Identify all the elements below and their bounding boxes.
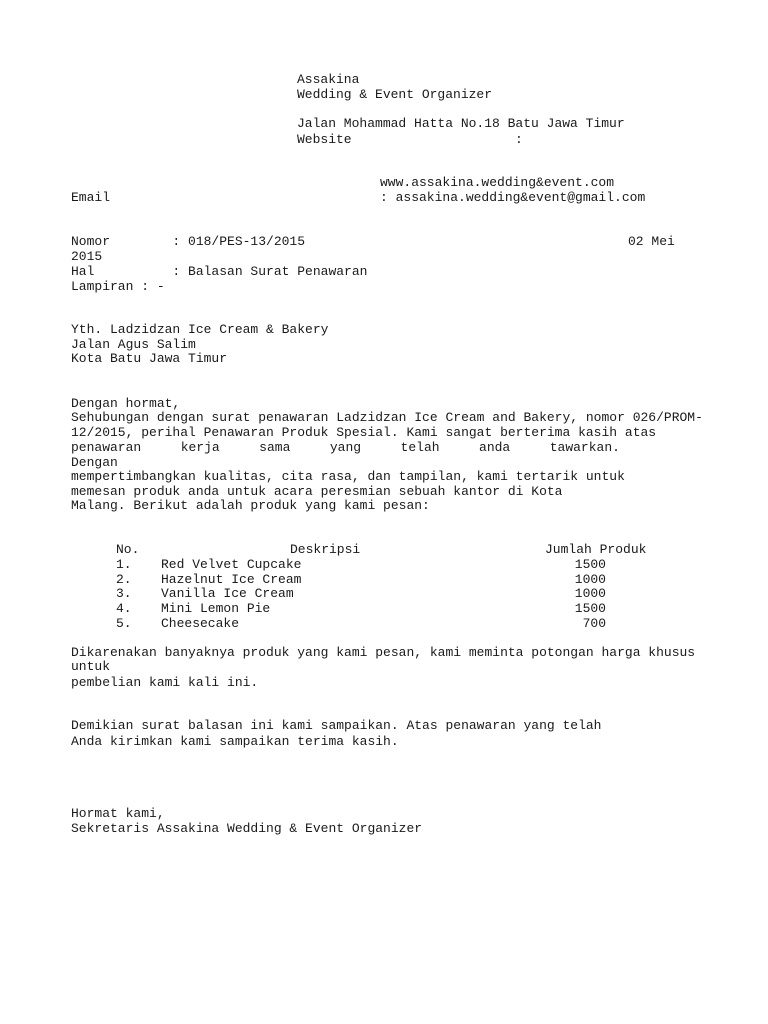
website-colon: : xyxy=(515,132,523,147)
table-cell-description: Hazelnut Ice Cream xyxy=(161,572,302,587)
paragraph-1-line: mempertimbangkan kualitas, cita rasa, dan tampilan, kami tertarik untuk xyxy=(71,469,625,484)
signer: Sekretaris Assakina Wedding & Event Organizer xyxy=(71,821,423,836)
word: sama xyxy=(259,440,291,455)
letterhead-address: Jalan Mohammad Hatta No.18 Batu Jawa Timur xyxy=(297,116,625,131)
table-cell-no: 5. xyxy=(116,616,132,631)
letter-date-year: 2015 xyxy=(71,249,103,264)
signoff: Hormat kami, xyxy=(71,806,165,821)
greeting: Dengan hormat, xyxy=(71,396,181,411)
email-value: : assakina.wedding&event@gmail.com xyxy=(380,190,646,205)
table-cell-no: 2. xyxy=(116,572,132,587)
table-cell-quantity: 1500 xyxy=(574,557,606,572)
paragraph-3-line: Demikian surat balasan ini kami sampaikan. Atas penawaran yang telah xyxy=(71,718,602,733)
word: telah xyxy=(400,440,440,455)
word: kerja xyxy=(180,440,220,455)
paragraph-1-line: Malang. Berikut adalah produk yang kami pesan: xyxy=(71,498,430,513)
word: yang xyxy=(329,440,362,455)
table-cell-quantity: 1500 xyxy=(574,601,606,616)
recipient-city: Kota Batu Jawa Timur xyxy=(71,351,228,366)
paragraph-2-line: pembelian kami kali ini. xyxy=(71,675,259,690)
table-cell-description: Red Velvet Cupcake xyxy=(161,557,302,572)
table-header-quantity: Jumlah Produk xyxy=(545,542,647,557)
table-cell-quantity: 1000 xyxy=(574,586,606,601)
table-cell-quantity: 700 xyxy=(582,616,606,631)
word: penawaran xyxy=(71,440,142,455)
paragraph-1-line: Sehubungan dengan surat penawaran Ladzidzan Ice Cream and Bakery, nomor 026/PROM- xyxy=(71,410,703,425)
letterhead-name: Assakina xyxy=(297,72,360,87)
letter-number: Nomor : 018/PES-13/2015 xyxy=(71,234,306,249)
paragraph-1-line: 12/2015, perihal Penawaran Produk Spesial. Kami sangat berterima kasih atas xyxy=(71,425,657,440)
table-header-no: No. xyxy=(116,542,140,557)
table-cell-quantity: 1000 xyxy=(574,572,606,587)
paragraph-2-line: untuk xyxy=(71,659,111,674)
paragraph-1-line: memesan produk anda untuk acara peresmian sebuah kantor di Kota xyxy=(71,484,563,499)
table-header-description: Deskripsi xyxy=(290,542,361,557)
table-cell-description: Vanilla Ice Cream xyxy=(161,586,294,601)
table-cell-no: 4. xyxy=(116,601,132,616)
table-cell-description: Mini Lemon Pie xyxy=(161,601,271,616)
letterhead-business: Wedding & Event Organizer xyxy=(297,87,493,102)
word: anda xyxy=(479,440,511,455)
letter-date: 02 Mei xyxy=(628,234,675,249)
letter-subject: Hal : Balasan Surat Penawaran xyxy=(71,264,368,279)
table-cell-description: Cheesecake xyxy=(161,616,240,631)
email-label: Email xyxy=(71,190,111,205)
table-cell-no: 1. xyxy=(116,557,132,572)
recipient-name: Yth. Ladzidzan Ice Cream & Bakery xyxy=(71,322,329,337)
word: tawarkan. xyxy=(549,440,620,455)
recipient-street: Jalan Agus Salim xyxy=(71,337,196,352)
letter-attachment: Lampiran : - xyxy=(71,279,165,294)
paragraph-2-line: Dikarenakan banyaknya produk yang kami pesan, kami meminta potongan harga khusus xyxy=(71,645,696,660)
paragraph-1-line: Dengan xyxy=(71,455,118,470)
website-label: Website xyxy=(297,132,352,147)
paragraph-1-justified-line xyxy=(71,440,620,455)
table-cell-no: 3. xyxy=(116,586,132,601)
website-value: www.assakina.wedding&event.com xyxy=(380,175,615,190)
paragraph-3-line: Anda kirimkan kami sampaikan terima kasih. xyxy=(71,734,399,749)
